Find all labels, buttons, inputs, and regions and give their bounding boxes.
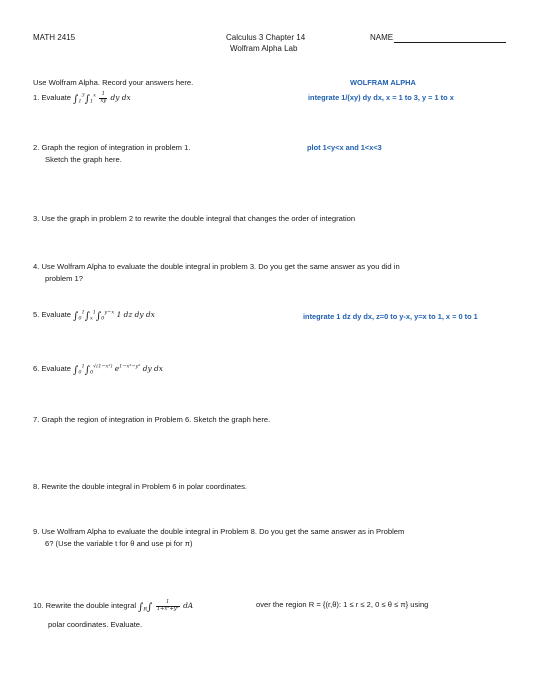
course-code: MATH 2415 bbox=[33, 33, 76, 42]
lab-title-line2: Wolfram Alpha Lab bbox=[230, 44, 298, 53]
name-field bbox=[370, 33, 506, 43]
name-label: NAME bbox=[370, 33, 394, 42]
problem-10-line2: polar coordinates. Evaluate. bbox=[48, 620, 143, 629]
lab-title-line1: Calculus 3 Chapter 14 bbox=[226, 33, 306, 42]
problem-6-integral: $\int_0^1\int_0^{√(1-x^2)}$ $e^{1-x^2-y^2}$ dy dx bbox=[73, 363, 163, 376]
problem-1-integral: $\int_1^3\int_1^x$ $\frac{1}{xy}$ dy dx bbox=[73, 91, 131, 106]
problem-6-label: 6. Evaluate bbox=[33, 364, 71, 373]
problem-3: 3. Use the graph in problem 2 to rewrite the double integral that changes the order of integration bbox=[33, 214, 356, 223]
problem-10 bbox=[33, 600, 193, 613]
problem-1-wolfram-query: integrate 1/(xy) dy dx, x = 1 to 3, y = 1 to x bbox=[308, 93, 454, 102]
problem-5-wolfram-query: integrate 1 dz dy dx, z=0 to y-x, y=x to 1, x = 0 to 1 bbox=[303, 312, 478, 321]
problem-2-line1: 2. Graph the region of integration in problem 1. bbox=[33, 143, 191, 152]
problem-2-line2: Sketch the graph here. bbox=[45, 155, 122, 164]
problem-6 bbox=[33, 364, 163, 376]
problem-5 bbox=[33, 310, 155, 322]
problem-4-line1: 4. Use Wolfram Alpha to evaluate the double integral in problem 3. Do you get the same answer as you did in bbox=[33, 262, 400, 271]
name-blank-line bbox=[394, 34, 506, 43]
problem-10-label: 10. Rewrite the double integral bbox=[33, 601, 137, 611]
problem-7: 7. Graph the region of integration in Problem 6. Sketch the graph here. bbox=[33, 415, 271, 424]
problem-1-label: 1. Evaluate bbox=[33, 93, 71, 103]
problem-10-integral: $\int_R\int$ $\frac{1}{\text{1+x²+y²}}$ dA bbox=[138, 599, 194, 614]
problem-4-line2: problem 1? bbox=[45, 274, 83, 283]
problem-2-wolfram-query: plot 1<y<x and 1<x<3 bbox=[307, 143, 382, 152]
instruction-text: Use Wolfram Alpha. Record your answers here. bbox=[33, 78, 194, 87]
problem-5-label: 5. Evaluate bbox=[33, 310, 71, 319]
problem-5-integral: $\int_0^1\int_x^1\int_0^{y-x}$ 1 dz dy dx bbox=[73, 309, 155, 322]
problem-9-line2: 6? (Use the variable t for θ and use pi for π) bbox=[45, 539, 193, 548]
problem-1 bbox=[33, 92, 131, 105]
problem-9-line1: 9. Use Wolfram Alpha to evaluate the double integral in Problem 8. Do you get the same answer as in Problem bbox=[33, 527, 405, 536]
problem-8: 8. Rewrite the double integral in Problem 6 in polar coordinates. bbox=[33, 482, 248, 491]
wolfram-alpha-heading: WOLFRAM ALPHA bbox=[350, 78, 416, 87]
problem-10-region: over the region R = {(r,θ): 1 ≤ r ≤ 2, 0 ≤ θ ≤ π} using bbox=[256, 600, 429, 609]
